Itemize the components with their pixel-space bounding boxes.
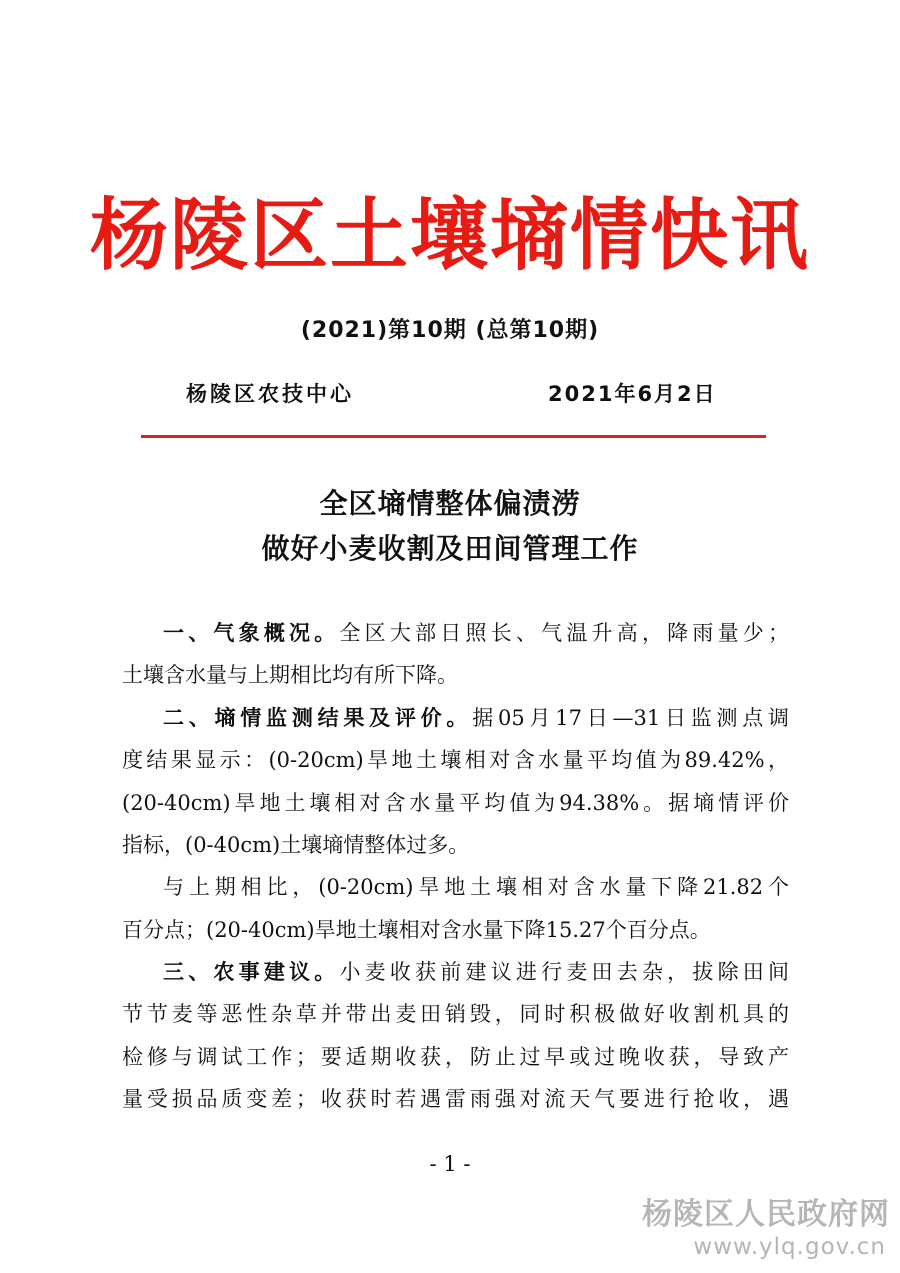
masthead-divider (141, 435, 766, 438)
headline-line-1: 全区墒情整体偏渍涝 (319, 487, 581, 520)
issue-number: (2021)第10期 (总第10期) (300, 318, 600, 343)
paragraph-line (163, 698, 789, 738)
paragraph-line: 与上期相比，(0-20cm)旱地土壤相对含水量下降21.82个 (163, 875, 789, 899)
page-number: - 1 - (429, 1152, 471, 1176)
section-heading-advice: 三、农事建议。 (163, 960, 340, 984)
paragraph-line: 指标，(0-40cm)土壤墒情整体过多。 (122, 833, 470, 857)
paragraph-line: 节节麦等恶性杂草并带出麦田销毁，同时积极做好收割机具的 (122, 1002, 789, 1026)
section-heading-weather: 一、气象概况。 (163, 621, 340, 645)
paragraph-line: (20-40cm)旱地土壤相对含水量平均值为94.38%。据墒情评价 (122, 791, 789, 815)
paragraph-line: 百分点；(20-40cm)旱地土壤相对含水量下降15.27个百分点。 (122, 918, 711, 942)
watermark-url: www.ylq.gov.cn (693, 1234, 886, 1260)
watermark-site-name: 杨陵区人民政府网 (642, 1197, 890, 1232)
headline-line-2: 做好小麦收割及田间管理工作 (261, 532, 639, 565)
paragraph-line (163, 613, 789, 653)
paragraph-text: 小麦收获前建议进行麦田去杂，拔除田间 (339, 960, 790, 984)
section-heading-monitoring: 二、墒情监测结果及评价。 (163, 706, 473, 730)
paragraph-line: 量受损品质变差；收获时若遇雷雨强对流天气要进行抢收，遇 (122, 1087, 789, 1111)
paragraph-text: 全区大部日照长、气温升高，降雨量少； (339, 621, 790, 645)
paragraph-text: 据05月17日—31日监测点调 (472, 706, 790, 730)
paragraph-line: 度结果显示：(0-20cm)旱地土壤相对含水量平均值为89.42%， (122, 748, 789, 772)
paragraph-line: 检修与调试工作；要适期收获，防止过早或过晚收获，导致产 (122, 1045, 789, 1069)
issuing-office: 杨陵区农技中心 (186, 382, 354, 406)
paragraph-line (163, 952, 789, 992)
paragraph-line: 土壤含水量与上期相比均有所下降。 (122, 663, 458, 687)
masthead-title: 杨陵区土壤墒情快讯 (89, 190, 810, 281)
issue-date: 2021年6月2日 (548, 382, 717, 406)
